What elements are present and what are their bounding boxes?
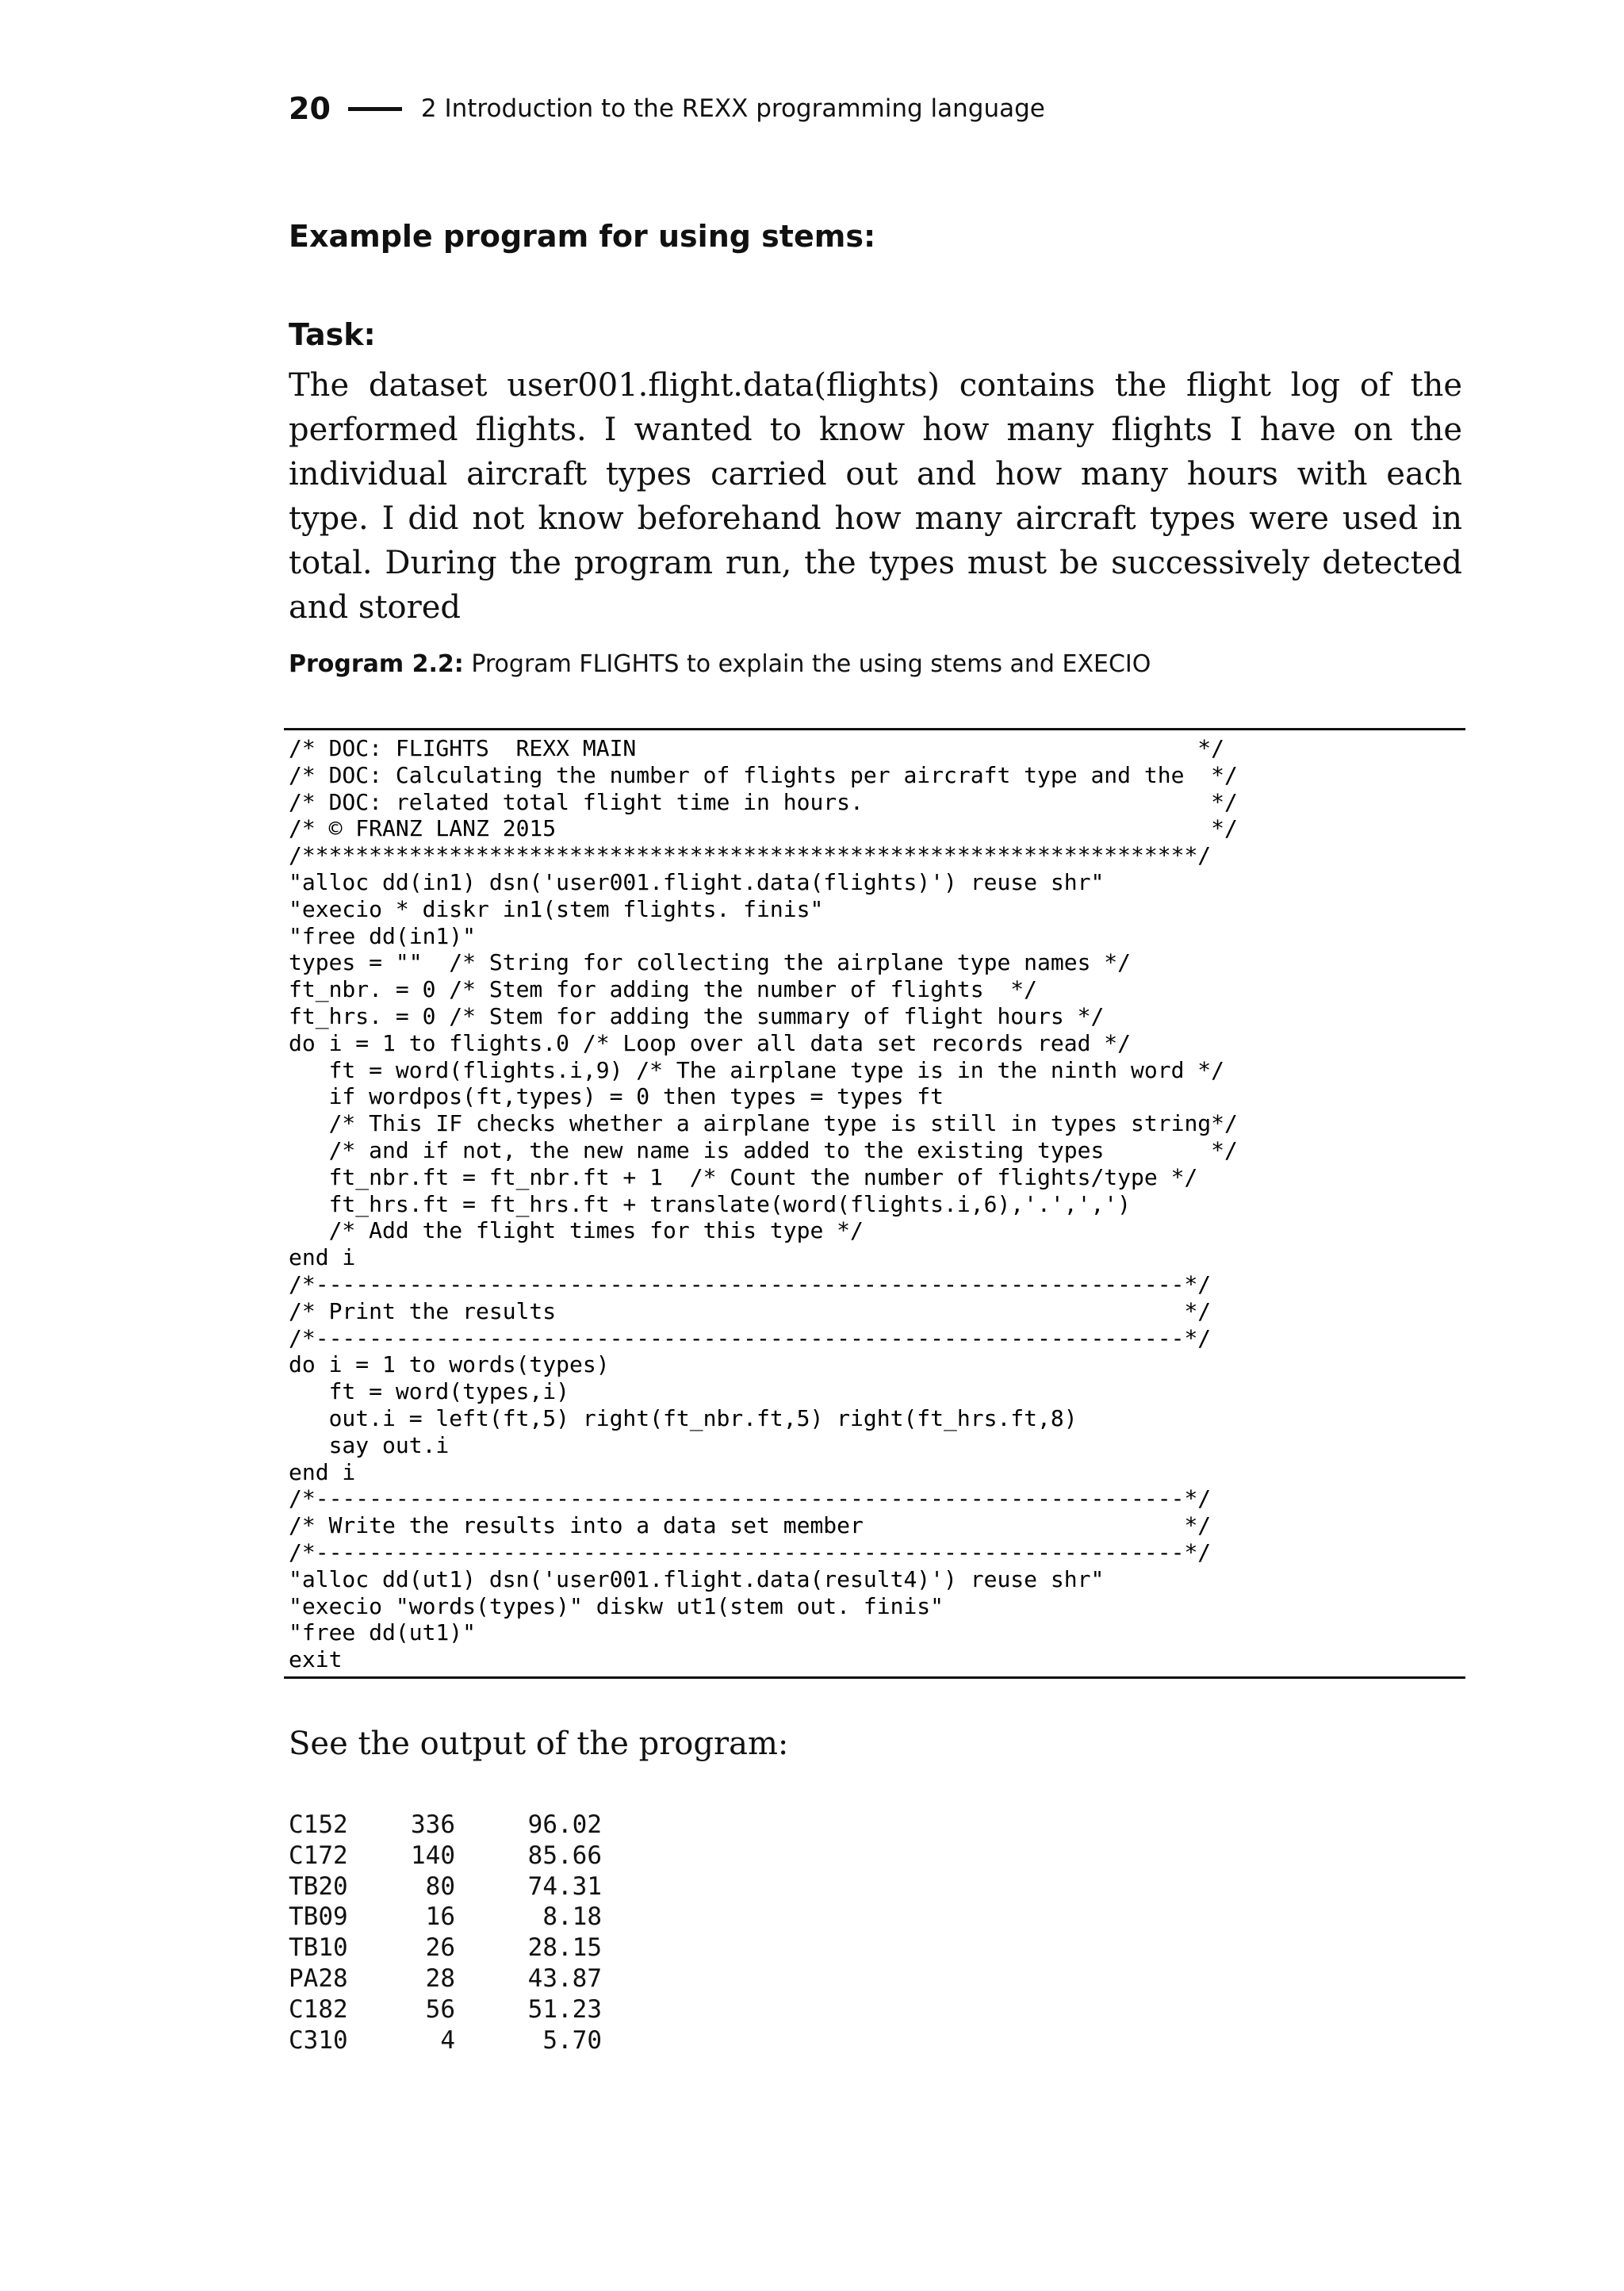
code-line: /*-----------------------------------------------------------------*/: [289, 1485, 1212, 1512]
output-flight-hours: 74.31: [527, 1871, 602, 1901]
output-flight-count: 140: [411, 1841, 455, 1870]
page-number: 20: [289, 91, 331, 126]
output-row: [289, 1994, 602, 2025]
output-aircraft-type: PA28: [289, 1963, 348, 1993]
code-line: "free dd(in1)": [289, 922, 477, 949]
code-line: /* © FRANZ LANZ 2015 */: [289, 815, 1238, 842]
program-caption-label: Program 2.2:: [289, 650, 464, 678]
output-row: [289, 2025, 602, 2056]
output-flight-count: 336: [411, 1810, 455, 1839]
output-aircraft-type: TB20: [289, 1871, 348, 1901]
code-line: do i = 1 to flights.0 /* Loop over all data set records read */: [289, 1029, 1132, 1056]
code-line: if wordpos(ft,types) = 0 then types = types ft: [289, 1083, 944, 1110]
header-rule: [348, 107, 402, 111]
output-row: [289, 1871, 602, 1902]
program-caption: [289, 650, 1151, 678]
output-flight-hours: 51.23: [527, 1994, 602, 2024]
code-line: /*-----------------------------------------------------------------*/: [289, 1538, 1212, 1565]
output-aircraft-type: C310: [289, 2025, 348, 2055]
code-line: end i: [289, 1244, 356, 1271]
output-row: [289, 1902, 602, 1933]
code-line: do i = 1 to words(types): [289, 1351, 610, 1378]
output-flight-count: 28: [425, 1963, 455, 1993]
output-row: [289, 1810, 602, 1841]
code-line: types = "" /* String for collecting the airplane type names */: [289, 949, 1132, 976]
code-line: /* DOC: related total flight time in hours. */: [289, 788, 1238, 815]
output-row: [289, 1933, 602, 1963]
code-listing: [284, 728, 1465, 1679]
code-line: /* Write the results into a data set member */: [289, 1512, 1212, 1539]
code-line: ft_nbr.ft = ft_nbr.ft + 1 /* Count the number of flights/type */: [289, 1163, 1198, 1190]
output-flight-count: 16: [425, 1902, 455, 1932]
code-line: exit: [289, 1646, 343, 1673]
code-line: /*-----------------------------------------------------------------*/: [289, 1324, 1212, 1351]
output-aircraft-type: TB09: [289, 1902, 348, 1932]
output-flight-hours: 43.87: [527, 1963, 602, 1993]
output-flight-count: 56: [425, 1994, 455, 2024]
code-line: /* and if not, the new name is added to the existing types */: [289, 1136, 1238, 1163]
output-aircraft-type: C172: [289, 1841, 348, 1870]
code-line: /* DOC: FLIGHTS REXX MAIN */: [289, 735, 1225, 761]
code-line: ft_hrs.ft = ft_hrs.ft + translate(word(flights.i,6),'.',','): [289, 1190, 1132, 1217]
code-line: /* Print the results */: [289, 1297, 1212, 1324]
section-heading: Example program for using stems:: [289, 219, 876, 254]
output-flight-hours: 96.02: [527, 1810, 602, 1839]
code-line: "alloc dd(in1) dsn('user001.flight.data(flights)') reuse shr": [289, 868, 1105, 895]
program-caption-text: Program FLIGHTS to explain the using stems and EXECIO: [471, 650, 1151, 678]
code-line: ft_hrs. = 0 /* Stem for adding the summary of flight hours */: [289, 1002, 1105, 1029]
task-body: The dataset user001.flight.data(flights) contains the flight log of the performed flights. I wanted to know how many flights I have on the individual aircraft types carried out and how many hours with each type. I did not know beforehand how many aircraft types were used in total. During the program run, the types must be successively detected and stored: [289, 367, 1462, 626]
code-line: end i: [289, 1458, 356, 1485]
output-aircraft-type: C182: [289, 1994, 348, 2024]
code-line: /*-----------------------------------------------------------------*/: [289, 1270, 1212, 1297]
code-line: /* DOC: Calculating the number of flights per aircraft type and the */: [289, 761, 1238, 788]
code-line: /* This IF checks whether a airplane type is still in types string*/: [289, 1110, 1238, 1137]
output-aircraft-type: C152: [289, 1810, 348, 1839]
code-line: "free dd(ut1)": [289, 1619, 477, 1646]
output-row: [289, 1841, 602, 1871]
output-flight-count: 4: [440, 2025, 455, 2055]
chapter-title: 2 Introduction to the REXX programming language: [420, 94, 1045, 123]
task-label: Task:: [289, 317, 376, 352]
code-line: "execio "words(types)" diskw ut1(stem out. finis": [289, 1592, 944, 1619]
code-line: say out.i: [289, 1431, 450, 1458]
code-line: "execio * diskr in1(stem flights. finis": [289, 895, 824, 922]
output-flight-hours: 5.70: [542, 2025, 602, 2055]
code-line: /* Add the flight times for this type */: [289, 1217, 864, 1244]
output-flight-count: 80: [425, 1871, 455, 1901]
code-line: ft_nbr. = 0 /* Stem for adding the number of flights */: [289, 976, 1038, 1003]
output-flight-hours: 8.18: [542, 1902, 602, 1932]
output-flight-hours: 85.66: [527, 1841, 602, 1870]
code-line: ft = word(flights.i,9) /* The airplane type is in the ninth word */: [289, 1056, 1225, 1083]
output-table: [289, 1810, 602, 2055]
code-line: "alloc dd(ut1) dsn('user001.flight.data(result4)') reuse shr": [289, 1565, 1105, 1592]
code-line: /*******************************************************************/: [289, 842, 1212, 869]
output-intro: See the output of the program:: [289, 1726, 789, 1762]
code-line: ft = word(types,i): [289, 1378, 570, 1405]
output-flight-hours: 28.15: [527, 1933, 602, 1963]
output-row: [289, 1963, 602, 1994]
output-flight-count: 26: [425, 1933, 455, 1963]
output-aircraft-type: TB10: [289, 1933, 348, 1963]
running-head: [289, 89, 1045, 128]
code-line: out.i = left(ft,5) right(ft_nbr.ft,5) right(ft_hrs.ft,8): [289, 1404, 1078, 1431]
